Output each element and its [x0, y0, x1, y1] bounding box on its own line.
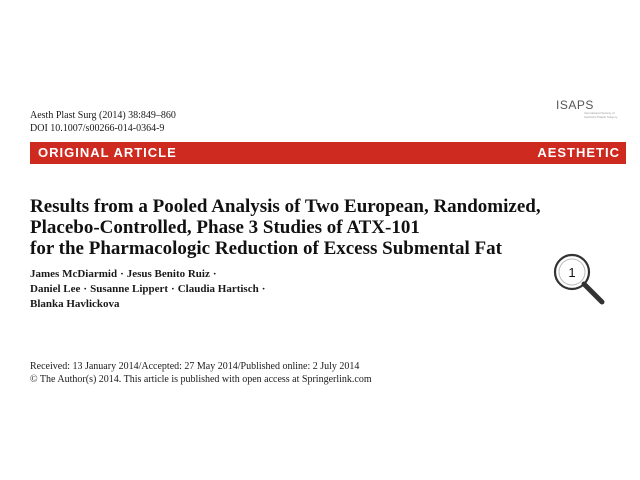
- license-text: © The Author(s) 2014. This article is published with open access at Springerlink.com: [30, 374, 372, 385]
- author-name: James McDiarmid: [30, 268, 118, 280]
- magnifier-icon: [548, 248, 610, 310]
- author-separator: ·: [83, 283, 88, 295]
- title-line: for the Pharmacologic Reduction of Excess Submental Fat: [30, 238, 502, 259]
- article-type-banner: [30, 142, 626, 164]
- accepted-date: Accepted: 27 May 2014: [141, 361, 238, 372]
- doi: DOI 10.1007/s00266-014-0364-9: [30, 123, 165, 134]
- title-line: Placebo-Controlled, Phase 3 Studies of ATX-101: [30, 217, 420, 238]
- article-title: [30, 196, 610, 259]
- isaps-logo: [556, 96, 618, 134]
- author-separator: ·: [261, 283, 266, 295]
- author-separator: ·: [212, 268, 217, 280]
- received-date: Received: 13 January 2014: [30, 361, 139, 372]
- annotation-number: 1: [568, 265, 576, 280]
- publication-history: [30, 360, 359, 373]
- logo-text: ISAPS: [556, 98, 594, 112]
- date-divider: /: [237, 361, 241, 372]
- title-line: Results from a Pooled Analysis of Two European, Randomized,: [30, 196, 541, 217]
- published-date: Published online: 2 July 2014: [240, 361, 360, 372]
- author-name: Daniel Lee: [30, 283, 81, 295]
- logo-subtitle: International Society of Aesthetic Plastic Surgery: [584, 111, 618, 119]
- author-name: Jesus Benito Ruiz: [126, 268, 210, 280]
- date-divider: /: [138, 361, 142, 372]
- author-name: Blanka Havlickova: [30, 298, 120, 310]
- author-separator: ·: [120, 268, 124, 280]
- section-label: AESTHETIC: [537, 145, 620, 160]
- author-name: Claudia Hartisch: [177, 283, 259, 295]
- journal-citation: Aesth Plast Surg (2014) 38:849–860: [30, 110, 176, 121]
- author-separator: ·: [171, 283, 175, 295]
- author-name: Susanne Lippert: [90, 283, 169, 295]
- author-list: [30, 267, 590, 312]
- article-type-label: ORIGINAL ARTICLE: [38, 145, 177, 160]
